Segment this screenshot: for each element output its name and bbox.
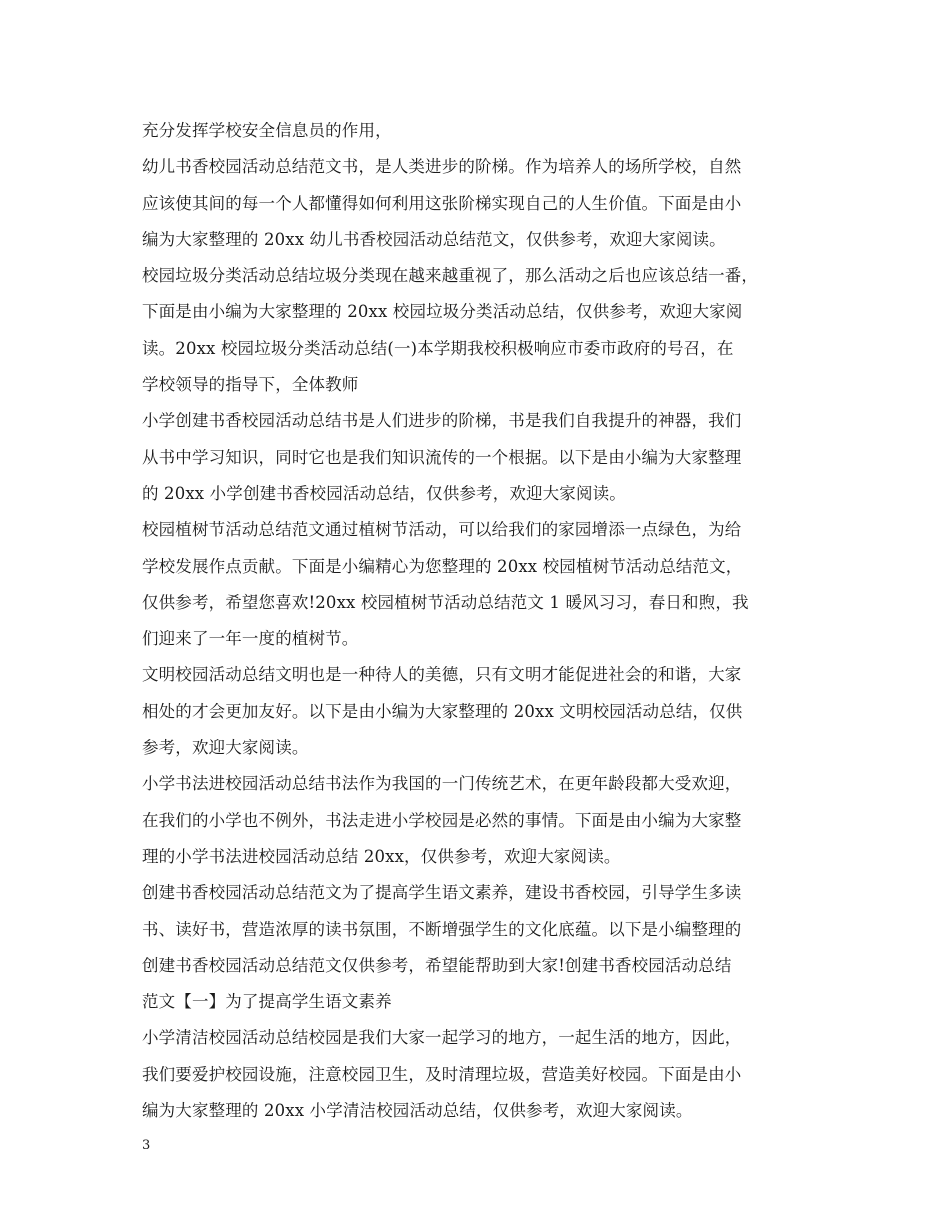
text-line: 读。20xx 校园垃圾分类活动总结(一)本学期我校积极响应市委市政府的号召，在 [142, 338, 734, 358]
text-line: 学校领导的指导下，全体教师 [142, 375, 359, 395]
text-line: 们迎来了一年一度的植树节。 [142, 629, 359, 649]
text-line: 我们要爱护校园设施，注意校园卫生，及时清理垃圾，营造美好校园。下面是由小 [142, 1064, 742, 1084]
text-line: 创建书香校园活动总结范文为了提高学生语文素养，建设书香校园，引导学生多读 [142, 883, 742, 903]
text-line: 文明校园活动总结文明也是一种待人的美德，只有文明才能促进社会的和谐，大家 [142, 665, 742, 685]
text-line: 下面是由小编为大家整理的 20xx 校园垃圾分类活动总结，仅供参考，欢迎大家阅 [142, 302, 743, 322]
document-body [142, 113, 832, 1129]
text-line: 从书中学习知识，同时它也是我们知识流传的一个根据。以下是由小编为大家整理 [142, 447, 742, 467]
text-line: 小学书法进校园活动总结书法作为我国的一门传统艺术，在更年龄段都大受欢迎， [142, 774, 742, 794]
text-line: 的 20xx 小学创建书香校园活动总结，仅供参考，欢迎大家阅读。 [142, 483, 626, 503]
text-line: 学校发展作点贡献。下面是小编精心为您整理的 20xx 校园植树节活动总结范文， [142, 556, 743, 576]
text-line: 充分发挥学校安全信息员的作用， [142, 121, 392, 140]
text-line: 创建书香校园活动总结范文仅供参考，希望能帮助到大家!创建书香校园活动总结 [142, 955, 732, 975]
text-line: 相处的才会更加友好。以下是由小编为大家整理的 20xx 文明校园活动总结，仅供 [142, 701, 743, 721]
text-line: 参考，欢迎大家阅读。 [142, 738, 309, 758]
text-line: 编为大家整理的 20xx 幼儿书香校园活动总结范文，仅供参考，欢迎大家阅读。 [142, 229, 726, 249]
text-line: 书、读好书，营造浓厚的读书氛围，不断增强学生的文化底蕴。以下是小编整理的 [142, 919, 742, 939]
text-line: 应该使其间的每一个人都懂得如何利用这张阶梯实现自己的人生价值。下面是由小 [142, 193, 742, 213]
text-line: 在我们的小学也不例外，书法走进小学校园是必然的事情。下面是由小编为大家整 [142, 810, 742, 830]
text-line: 幼儿书香校园活动总结范文书，是人类进步的阶梯。作为培养人的场所学校，自然 [142, 157, 742, 177]
text-line: 编为大家整理的 20xx 小学清洁校园活动总结，仅供参考，欢迎大家阅读。 [142, 1101, 693, 1121]
text-line: 仅供参考，希望您喜欢!20xx 校园植树节活动总结范文 1 暖风习习，春日和煦，我 [142, 592, 749, 612]
page-number: 3 [142, 1138, 151, 1153]
text-line: 范文【一】为了提高学生语文素养 [142, 992, 392, 1012]
text-line: 校园植树节活动总结范文通过植树节活动，可以给我们的家园增添一点绿色，为给 [142, 520, 742, 540]
text-line: 小学清洁校园活动总结校园是我们大家一起学习的地方，一起生活的地方，因此， [142, 1028, 742, 1048]
text-line: 校园垃圾分类活动总结垃圾分类现在越来越重视了，那么活动之后也应该总结一番， [142, 266, 759, 286]
text-line: 小学创建书香校园活动总结书是人们进步的阶梯，书是我们自我提升的神器，我们 [142, 411, 742, 431]
text-line: 理的小学书法进校园活动总结 20xx，仅供参考，欢迎大家阅读。 [142, 846, 621, 866]
